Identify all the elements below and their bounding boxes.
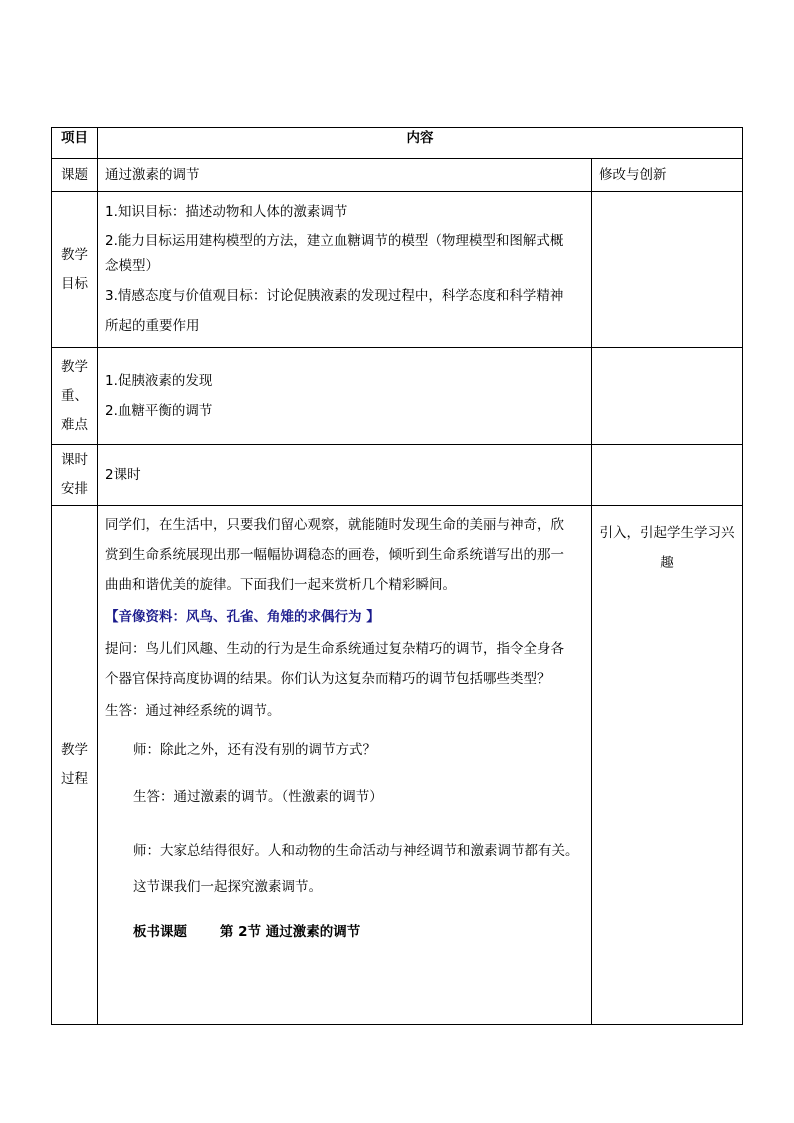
goal-line: 念模型）	[105, 258, 159, 274]
focus-line: 1.促胰液素的发现	[105, 373, 213, 389]
process-note: 引入，引起学生学习兴 趣	[592, 506, 743, 1025]
header-row	[52, 128, 743, 159]
focus-line: 2.血糖平衡的调节	[105, 403, 213, 419]
process-content	[98, 506, 592, 1025]
teacher-line: 师：除此之外，还有没有别的调节方式？	[133, 742, 376, 758]
schedule-value: 2课时	[98, 445, 592, 506]
schedule-row	[52, 445, 743, 506]
goal-line: 3.情感态度与价值观目标：讨论促胰液素的发现过程中，科学态度和科学精神	[105, 288, 564, 304]
board-label: 板书课题	[133, 924, 187, 940]
header-item: 项目	[52, 128, 98, 159]
lesson-plan-table	[51, 127, 743, 1025]
focus-row	[52, 348, 743, 445]
schedule-label: 课时 安排	[52, 445, 98, 506]
teacher-line: 师：大家总结得很好。人和动物的生命活动与神经调节和激素调节都有关。	[133, 843, 579, 859]
answer-line: 生答：通过激素的调节。（性激素的调节）	[133, 789, 383, 805]
focus-content	[98, 348, 592, 445]
goal-line: 1.知识目标：描述动物和人体的激素调节	[105, 204, 348, 220]
focus-note	[592, 348, 743, 445]
topic-label: 课题	[52, 159, 98, 192]
goal-line: 所起的重要作用	[105, 318, 200, 334]
intro-line: 赏到生命系统展现出那一幅幅协调稳态的画卷，倾听到生命系统谱写出的那一	[105, 547, 564, 563]
goals-label: 教学 目标	[52, 192, 98, 348]
media-line: 【音像资料：风鸟、孔雀、角雉的求偶行为 】	[105, 609, 380, 625]
board-title: 第 2节 通过激素的调节	[219, 924, 361, 940]
board-line	[105, 894, 584, 970]
question-line: 提问：鸟儿们风趣、生动的行为是生命系统通过复杂精巧的调节，指令全身各	[105, 641, 564, 657]
process-label: 教学 过程	[52, 506, 98, 1025]
goal-line: 2.能力目标运用建构模型的方法，建立血糖调节的模型（物理模型和图解式概	[105, 233, 564, 249]
goals-content	[98, 192, 592, 348]
intro-line: 同学们，在生活中，只要我们留心观察，就能随时发现生命的美丽与神奇，欣	[105, 517, 564, 533]
goals-note	[592, 192, 743, 348]
intro-line: 曲曲和谐优美的旋律。下面我们一起来赏析几个精彩瞬间。	[105, 577, 456, 593]
header-content: 内容	[98, 128, 743, 159]
topic-value: 通过激素的调节	[98, 159, 592, 192]
answer-line: 生答：通过神经系统的调节。	[105, 703, 281, 719]
question-line: 个器官保持高度协调的结果。你们认为这复杂而精巧的调节包括哪些类型？	[105, 671, 551, 687]
goals-row	[52, 192, 743, 348]
topic-row	[52, 159, 743, 192]
schedule-note	[592, 445, 743, 506]
focus-label: 教学 重、 难点	[52, 348, 98, 445]
process-row	[52, 506, 743, 1025]
topic-note: 修改与创新	[592, 159, 743, 192]
teacher-line: 这节课我们一起探究激素调节。	[133, 879, 322, 895]
